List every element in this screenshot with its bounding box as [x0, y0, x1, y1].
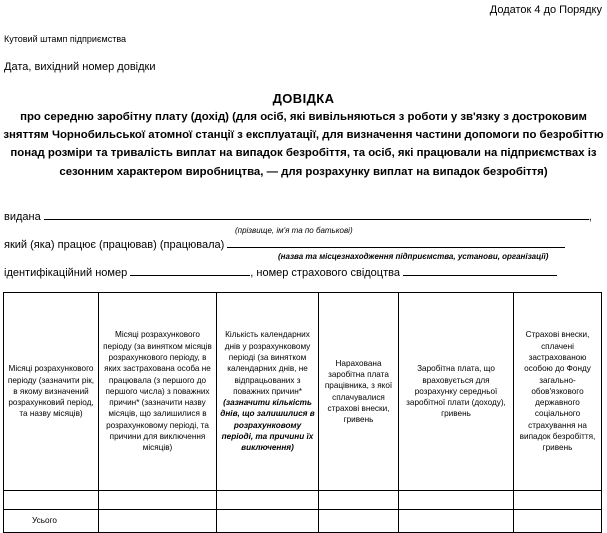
table-cell[interactable] — [217, 510, 319, 533]
employer-label: який (яка) працює (працював) (працювала) — [4, 239, 225, 251]
corner-stamp-label: Кутовий штамп підприємства — [4, 34, 127, 44]
issued-to-label: видана — [4, 211, 41, 223]
insurance-cert-label: , номер страхового свідоцтва — [250, 267, 400, 279]
full-name-hint: (прізвище, ім'я та по батькові) — [235, 226, 353, 235]
table-header-row — [4, 293, 602, 491]
total-label: Усього — [4, 510, 99, 533]
table-cell[interactable] — [99, 491, 217, 510]
employer-line — [4, 237, 565, 251]
col-header-worked-months: Місяці розрахункового періоду (за винятком місяців розрахункового періоду, в яких застрахована особа не працювала (з першого до першого числа) з поважних причин* (зазначити назву місяців, що залишилися в розрахунковому періоді, та причини для виключення місяців) — [99, 293, 217, 491]
document-subtitle: про середню заробітну плату (дохід) (для осіб, які вивільняються з роботи у зв'язку з достроковим зняттям Чорнобильської атомної станції з експлуатації, для визначення частини допомоги по безробіттю понад розміри та тривалість виплат на випадок безробіття, та осіб, які працювали на підприємствах із сезонним характером виробництва, — для розрахунку виплат на випадок безробіття) — [3, 111, 604, 178]
table-cell[interactable] — [217, 491, 319, 510]
table-cell[interactable] — [319, 491, 399, 510]
employer-hint: (назва та місцезнаходження підприємства, установи, організації) — [278, 252, 549, 261]
calendar-days-text: Кількість календарних днів у розрахунковому періоді (за винятком календарних днів, не відпрацьованих з поважних причин* — [224, 330, 311, 396]
calendar-days-note: (зазначити кількість днів, що залишилися в розрахунковому періоді, та причини їх виключення) — [220, 398, 315, 453]
table-cell[interactable] — [514, 510, 602, 533]
table-cell[interactable] — [399, 510, 514, 533]
table-row — [4, 491, 602, 510]
col-header-insurance-fees: Страхові внески, сплачені застрахованою особою до Фонду загально-обов'язкового державного соціального страхування на випадок безробіття, гривень — [514, 293, 602, 491]
col-header-accrued-salary: Нарахована заробітна плата працівника, з якої сплачувалися страхові внески, гривень — [319, 293, 399, 491]
table-cell[interactable] — [514, 491, 602, 510]
col-header-calendar-days — [217, 293, 319, 491]
issued-to-end: , — [588, 211, 592, 223]
insurance-cert-field[interactable] — [403, 265, 557, 276]
table-cell[interactable] — [319, 510, 399, 533]
salary-table — [3, 292, 602, 533]
identification-line — [4, 265, 557, 279]
document-title: ДОВІДКА — [272, 91, 335, 106]
id-number-field[interactable] — [130, 265, 250, 276]
full-name-field[interactable] — [44, 209, 589, 220]
appendix-label: Додаток 4 до Порядку — [489, 4, 602, 16]
employer-field[interactable] — [227, 237, 565, 248]
table-total-row — [4, 510, 602, 533]
table-cell[interactable] — [99, 510, 217, 533]
issued-to-line — [4, 209, 592, 223]
id-number-label: ідентифікаційний номер — [4, 267, 128, 279]
date-number-label: Дата, вихідний номер довідки — [4, 61, 156, 73]
table-cell[interactable] — [4, 491, 99, 510]
col-header-months: Місяці розрахункового періоду (зазначити рік, в якому визначений розрахунковий період, та назву місяців) — [4, 293, 99, 491]
table-cell[interactable] — [399, 491, 514, 510]
col-header-counted-salary: Заробітна плата, що враховується для розрахунку середньої заробітної плати (доходу), гривень — [399, 293, 514, 491]
